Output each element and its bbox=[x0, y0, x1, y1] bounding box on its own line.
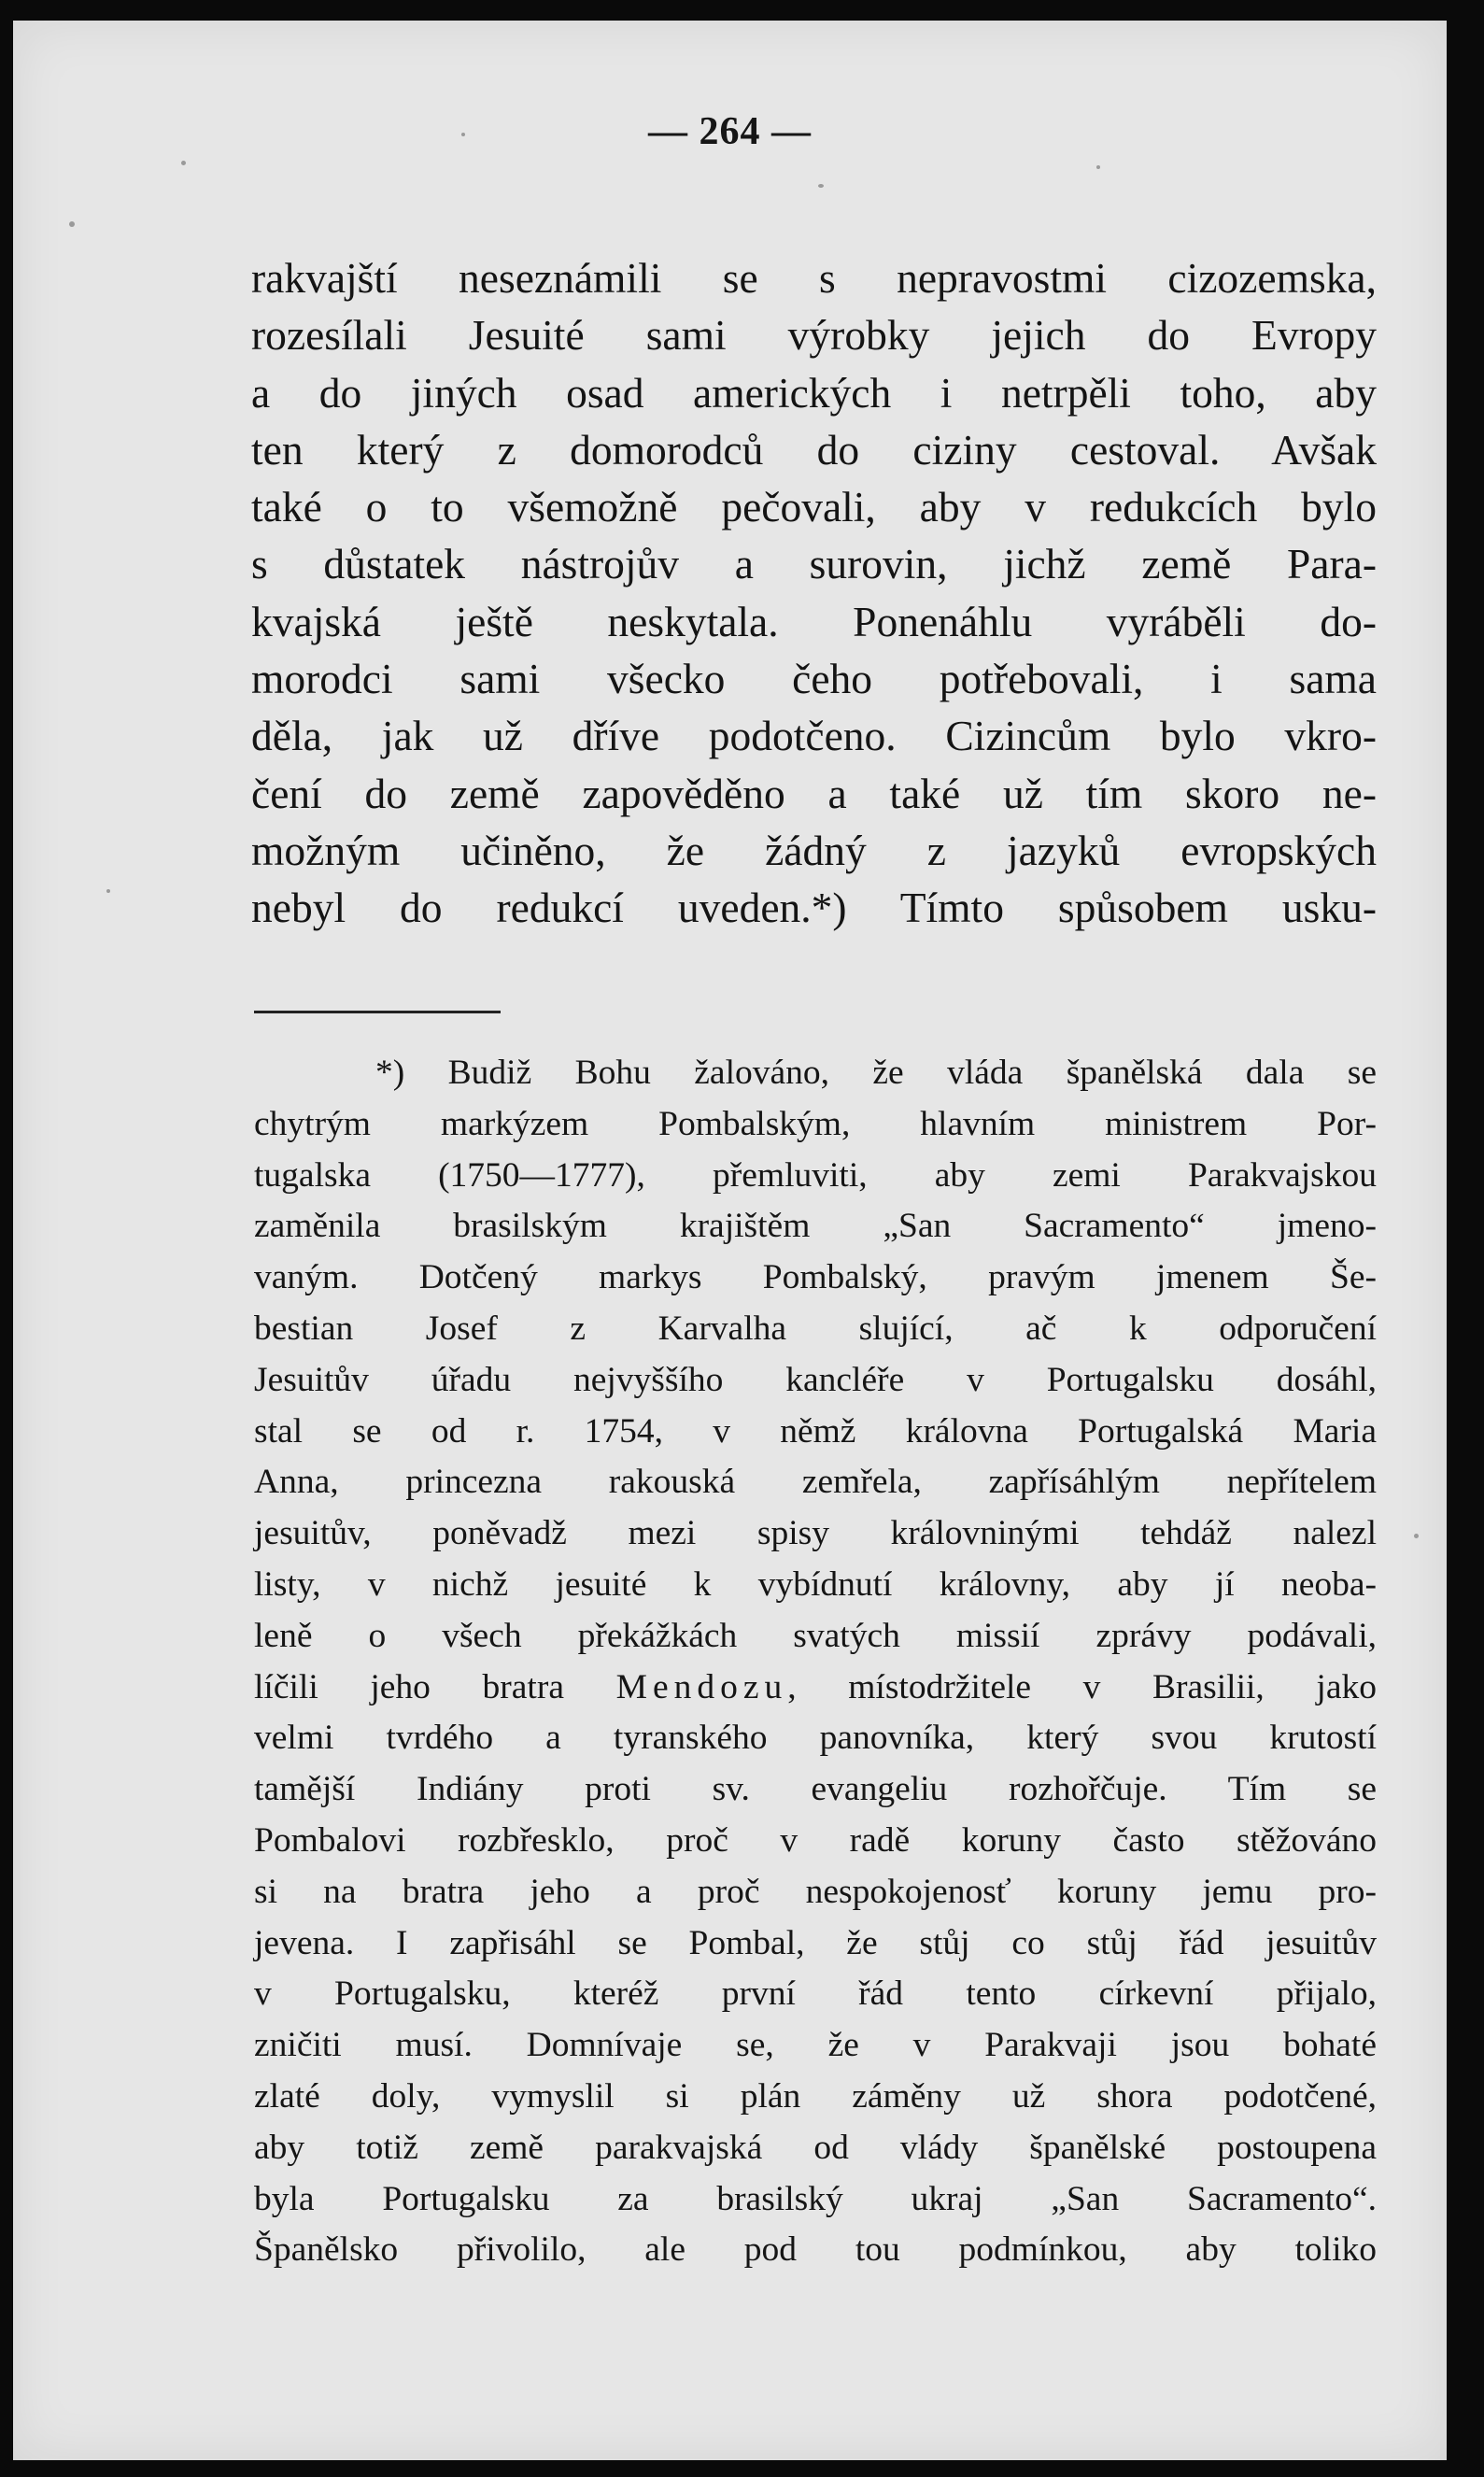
main-text-line: a do jiných osad amerických i netrpěli toho, aby bbox=[251, 368, 1377, 417]
main-text-line: kvajská ještě neskytala. Ponenáhlu vyráběli do- bbox=[251, 597, 1377, 645]
footnote-line: *) Budiž Bohu žalováno, že vláda španělská dala se bbox=[375, 1054, 1377, 1092]
book-page bbox=[13, 21, 1447, 2460]
main-text-line: čení do země zapověděno a také už tím skoro ne- bbox=[251, 769, 1377, 817]
main-text-line: s důstatek nástrojův a surovin, jichž země Para- bbox=[251, 540, 1377, 588]
footnote-line: leně o všech překážkách svatých missií zprávy podávali, bbox=[254, 1616, 1377, 1655]
footnote-line: zničiti musí. Domnívaje se, že v Parakvaji jsou bohaté bbox=[254, 2026, 1377, 2065]
scan-speck bbox=[106, 889, 110, 893]
main-text-block bbox=[251, 249, 1377, 937]
scan-speck bbox=[818, 184, 824, 188]
footnote-line: bestian Josef z Karvalha slující, ač k odporučení bbox=[254, 1309, 1377, 1348]
footnote-line: Španělsko přivolilo, ale pod tou podmínkou, aby toliko bbox=[254, 2230, 1377, 2270]
footnote-line: jesuitův, poněvadž mezi spisy královninými tehdáž nalezl bbox=[254, 1514, 1377, 1553]
footnote-line: zaměnila brasilským krajištěm „San Sacramento“ jmeno- bbox=[254, 1207, 1377, 1246]
footnote-line: aby totiž země parakvajská od vlády španělské postoupena bbox=[254, 2128, 1377, 2167]
scan-border-right bbox=[1447, 0, 1484, 2477]
main-text-line: rakvajští neseznámili se s nepravostmi cizozemska, bbox=[251, 254, 1377, 302]
main-text-line: ten který z domorodců do ciziny cestoval. Avšak bbox=[251, 425, 1377, 474]
scan-speck bbox=[1096, 165, 1100, 169]
footnote-line: Pombalovi rozbřesklo, proč v radě koruny často stěžováno bbox=[254, 1820, 1377, 1860]
footnote-divider bbox=[254, 1011, 501, 1013]
main-text-line: děla, jak už dříve podotčeno. Cizincům bylo vkro- bbox=[251, 712, 1377, 760]
footnote-line: si na bratra jeho a proč nespokojenosť koruny jemu pro- bbox=[254, 1872, 1377, 1911]
footnote-line: vaným. Dotčený markys Pombalský, pravým jmenem Še- bbox=[254, 1258, 1377, 1297]
main-text-line: rozesílali Jesuité sami výrobky jejich do Evropy bbox=[251, 311, 1377, 360]
footnote-line: Anna, princezna rakouská zemřela, zapřísáhlým nepřítelem bbox=[254, 1463, 1377, 1502]
main-text-line: také o to všemožně pečovali, aby v redukcích bylo bbox=[251, 483, 1377, 531]
footnote-line: líčili jeho bratra Mendozu, místodržitele v Brasilii, jako bbox=[254, 1667, 1377, 1706]
page-number: — 264 — bbox=[648, 110, 812, 153]
footnote-line: chytrým markýzem Pombalským, hlavním ministrem Por- bbox=[254, 1104, 1377, 1143]
footnote-line: stal se od r. 1754, v němž královna Portugalská Maria bbox=[254, 1411, 1377, 1451]
main-text-line: možným učiněno, že žádný z jazyků evropských bbox=[251, 826, 1377, 874]
main-text-line: morodci sami všecko čeho potřebovali, i sama bbox=[251, 655, 1377, 703]
main-text-line: nebyl do redukcí uveden.*) Tímto spůsobem usku- bbox=[251, 884, 1377, 932]
scan-speck bbox=[1414, 1534, 1419, 1538]
footnote-line: listy, v nichž jesuité k vybídnutí královny, aby jí neoba- bbox=[254, 1564, 1377, 1604]
scan-speck bbox=[181, 161, 186, 165]
footnote-line: byla Portugalsku za brasilský ukraj „San Sacramento“. bbox=[254, 2179, 1377, 2218]
footnote-block bbox=[254, 1048, 1377, 2276]
footnote-line: v Portugalsku, kteréž první řád tento církevní přijalo, bbox=[254, 1975, 1377, 2014]
footnote-line: zlaté doly, vymyslil si plán záměny už shora podotčené, bbox=[254, 2076, 1377, 2116]
footnote-line: tugalska (1750—1777), přemluviti, aby zemi Parakvajskou bbox=[254, 1155, 1377, 1195]
scan-speck bbox=[461, 133, 465, 136]
footnote-line: jevena. I zapřisáhl se Pombal, že stůj co stůj řád jesuitův bbox=[254, 1923, 1377, 1962]
scan-speck bbox=[69, 221, 75, 227]
footnote-line: Jesuitův úřadu nejvyššího kancléře v Portugalsku dosáhl, bbox=[254, 1360, 1377, 1399]
footnote-line: tamější Indiány proti sv. evangeliu rozhořčuje. Tím se bbox=[254, 1770, 1377, 1809]
footnote-line: velmi tvrdého a tyranského panovníka, který svou krutostí bbox=[254, 1719, 1377, 1758]
